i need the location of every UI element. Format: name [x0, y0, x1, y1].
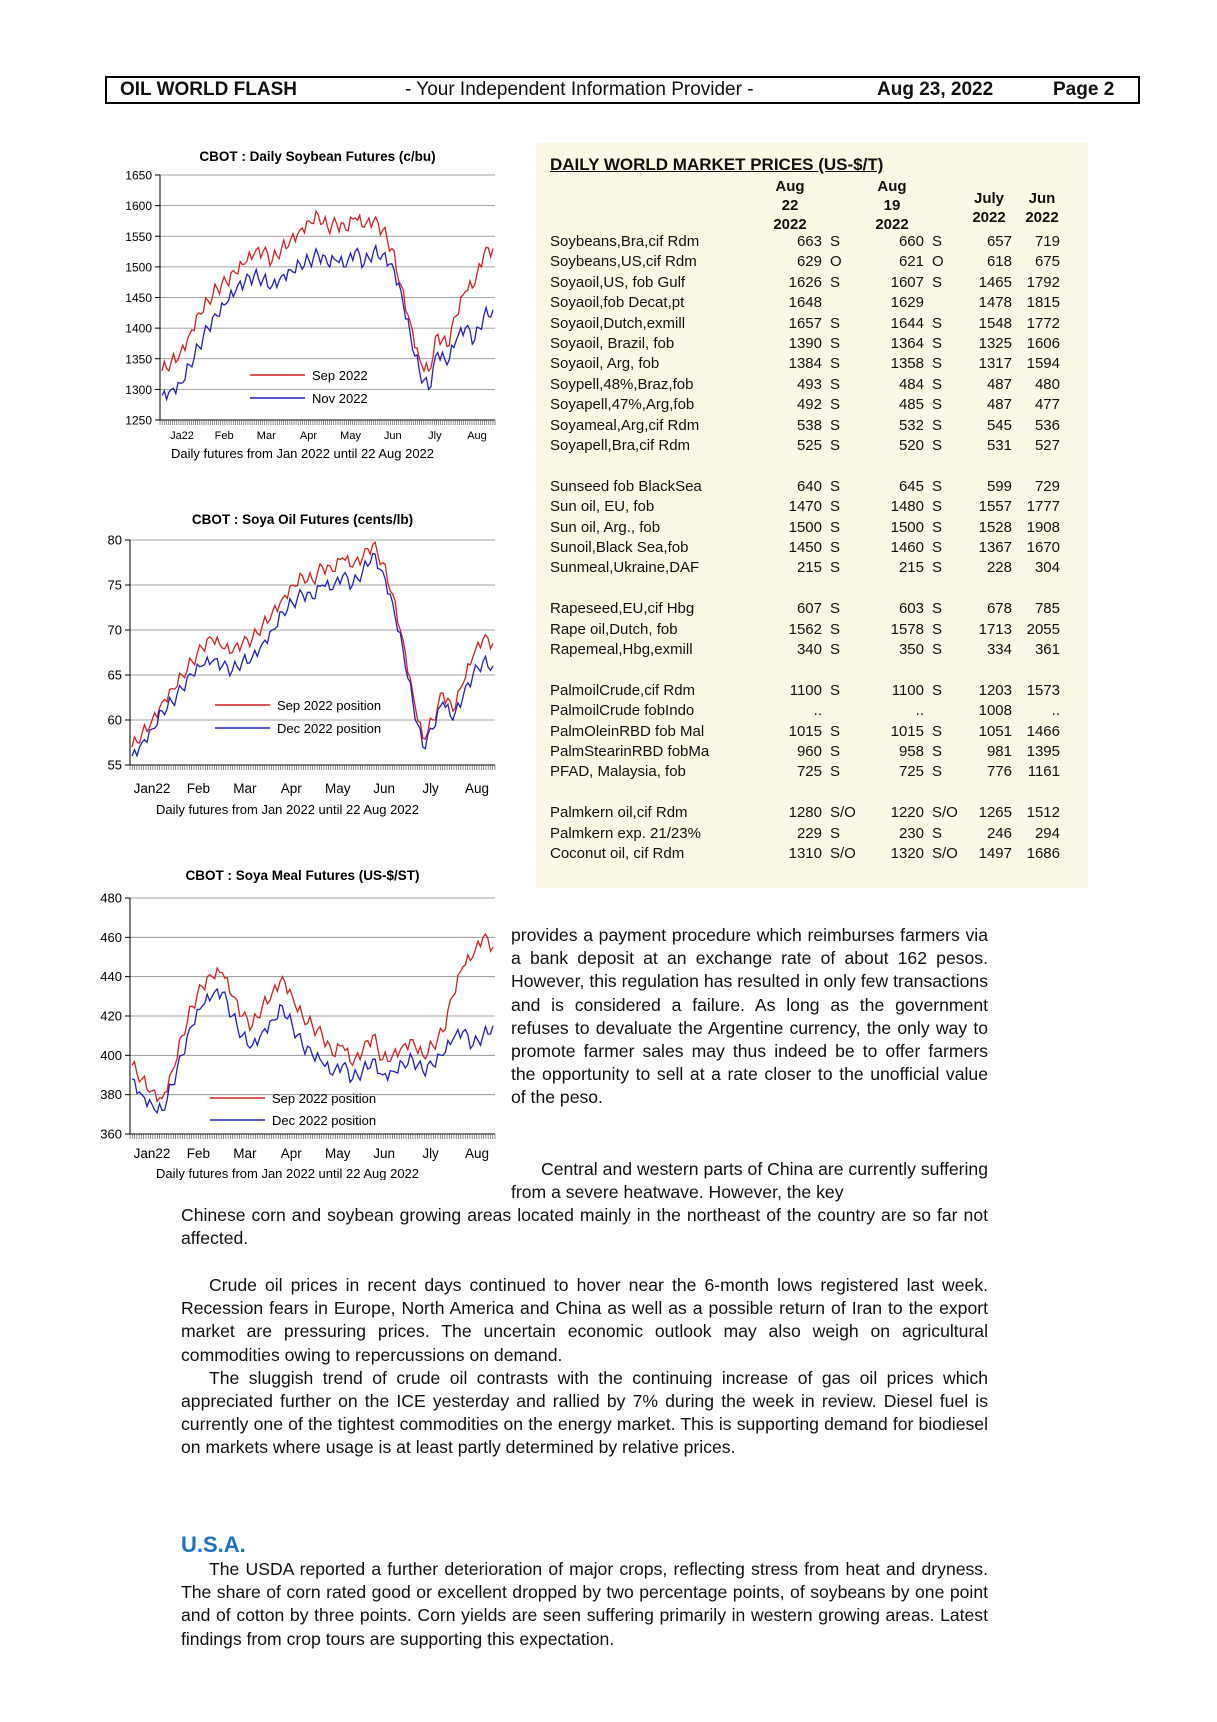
price-row-label: Soyapell,Bra,cif Rdm: [550, 437, 691, 454]
price-cell: 1500: [890, 518, 924, 536]
price-cell: 660: [898, 233, 924, 250]
price-cell: 603: [898, 600, 924, 618]
price-cell: 663: [796, 233, 822, 250]
x-tick-label: Feb: [214, 430, 234, 442]
price-cell: S: [830, 722, 841, 740]
y-tick-label: 1600: [125, 199, 152, 214]
price-cell: 1478: [978, 294, 1012, 312]
price-cell: 1015: [890, 722, 924, 740]
price-cell: 1500: [788, 518, 822, 536]
price-cell: 776: [986, 763, 1012, 781]
price-row-label: Rapeseed,EU,cif Hbg: [550, 600, 695, 618]
x-tick-label: Aug: [464, 1146, 490, 1161]
price-row-label: Rape oil,Dutch, fob: [550, 620, 678, 638]
price-cell: 487: [986, 396, 1012, 414]
y-tick-label: 460: [100, 929, 122, 945]
price-cell: 538: [796, 416, 822, 434]
price-cell: 618: [986, 253, 1012, 271]
price-cell: 1320: [890, 845, 924, 862]
price-cell: 480: [1034, 375, 1060, 393]
price-cell: S: [932, 722, 943, 740]
price-row: [550, 845, 1080, 865]
y-tick-label: 380: [100, 1087, 122, 1103]
price-cell: ..: [813, 702, 822, 720]
col-header-aug19: Aug 19 2022: [875, 178, 909, 233]
price-cell: 536: [1034, 416, 1060, 434]
price-cell: 1465: [978, 273, 1012, 291]
price-row-label: Sunseed fob BlackSea: [550, 477, 702, 495]
price-cell: 629: [796, 253, 822, 271]
y-tick-label: 400: [100, 1047, 122, 1063]
price-row: [550, 253, 1080, 273]
china-paragraph-start: Central and western parts of China are currently suffering from a severe heatwave. However, the key: [511, 1159, 988, 1203]
price-cell: S: [830, 600, 841, 618]
price-row: [550, 763, 1080, 783]
price-cell: 958: [898, 743, 924, 760]
price-cell: 1265: [978, 804, 1012, 822]
price-row: [550, 355, 1080, 375]
price-row: [550, 233, 1080, 253]
price-cell: 981: [986, 743, 1012, 760]
price-cell: 678: [986, 600, 1012, 618]
price-cell: S/O: [830, 804, 856, 822]
price-cell: 1657: [788, 314, 822, 332]
y-tick-label: 75: [107, 577, 122, 593]
price-cell: 719: [1034, 233, 1060, 250]
price-cell: 229: [796, 824, 822, 842]
price-cell: S/O: [932, 804, 958, 822]
price-row: [550, 376, 1080, 396]
legend-label: Sep 2022: [312, 368, 368, 383]
price-row: [550, 478, 1080, 498]
price-row: [550, 600, 1080, 620]
price-row-label: Coconut oil, cif Rdm: [550, 845, 685, 862]
price-cell: S: [830, 539, 841, 556]
price-cell: S: [830, 314, 841, 332]
y-tick-label: 80: [107, 532, 122, 548]
price-cell: 485: [898, 396, 924, 414]
price-row: [550, 539, 1080, 559]
price-row-label: Soyaoil, Arg, fob: [550, 355, 660, 373]
price-cell: 230: [898, 824, 924, 842]
price-cell: S: [830, 641, 841, 658]
price-cell: 492: [796, 396, 822, 414]
chart-title: CBOT : Soya Oil Futures (cents/lb): [191, 512, 414, 527]
price-cell: S: [830, 233, 841, 250]
price-cell: 1317: [978, 355, 1012, 373]
price-cell: 1648: [788, 294, 822, 312]
price-cell: S: [932, 743, 943, 760]
price-row-label: Soyaoil,fob Decat,pt: [550, 294, 685, 312]
price-cell: 1512: [1026, 804, 1060, 822]
price-cell: 729: [1034, 477, 1060, 495]
usa-paragraph: The USDA reported a further deterioration of major crops, reflecting stress from heat and dryness. The share of corn rated good or excellent dropped by two percentage points, of soybeans by one point and of cotton by three points. Corn yields are seen suffering primarily in western growing areas. Latest findings from crop tours are supporting this expectation.: [181, 1559, 988, 1649]
price-cell: 2055: [1026, 620, 1060, 638]
price-row: [550, 825, 1080, 845]
x-tick-label: Feb: [186, 1146, 211, 1161]
y-tick-label: 65: [107, 667, 122, 683]
y-tick-label: 1550: [125, 229, 152, 244]
price-cell: S: [932, 314, 943, 332]
x-tick-label: Jly: [422, 1146, 439, 1161]
x-axis-label: Daily futures from Jan 2022 until 22 Aug 2022: [155, 802, 420, 817]
price-cell: 1908: [1026, 518, 1060, 536]
price-row-label: Sunmeal,Ukraine,DAF: [550, 559, 700, 577]
price-cell: 1777: [1026, 498, 1060, 516]
price-cell: S: [830, 743, 841, 760]
price-cell: S: [830, 559, 841, 577]
price-cell: 246: [986, 824, 1012, 842]
price-cell: 1203: [978, 681, 1012, 699]
y-tick-label: 1400: [125, 321, 152, 336]
legend-label: Sep 2022 position: [272, 1091, 377, 1106]
price-cell: ..: [915, 702, 924, 720]
series-line-red: [132, 934, 493, 1101]
price-cell: 228: [986, 559, 1012, 577]
price-cell: S: [932, 620, 943, 638]
price-cell: 1594: [1026, 355, 1060, 373]
x-axis-label: Daily futures from Jan 2022 until 22 Aug 2022: [170, 446, 435, 461]
price-cell: S: [932, 600, 943, 618]
price-cell: 1713: [978, 620, 1012, 638]
x-tick-label: May: [324, 1146, 351, 1161]
chart-title: CBOT : Daily Soybean Futures (c/bu): [199, 149, 436, 164]
price-row: [550, 335, 1080, 355]
y-tick-label: 440: [100, 969, 122, 985]
price-cell: O: [830, 253, 842, 271]
price-row: [550, 621, 1080, 641]
x-tick-label: Jly: [422, 781, 439, 796]
price-cell: S: [830, 498, 841, 516]
price-row-label: PalmOleinRBD fob Mal: [550, 722, 705, 740]
price-cell: S: [932, 437, 943, 454]
price-row: [550, 437, 1080, 457]
price-cell: S: [932, 498, 943, 516]
price-cell: S: [932, 641, 943, 658]
price-cell: S: [932, 396, 943, 414]
price-cell: 1644: [890, 314, 924, 332]
price-row: [550, 396, 1080, 416]
price-cell: S: [830, 396, 841, 414]
price-row-label: Soyaoil, Brazil, fob: [550, 335, 675, 352]
price-row: [550, 682, 1080, 702]
price-cell: 725: [796, 763, 822, 781]
price-cell: 785: [1034, 600, 1060, 618]
y-tick-label: 360: [100, 1126, 122, 1142]
price-row-label: PalmoilCrude,cif Rdm: [550, 681, 696, 699]
price-cell: 525: [796, 437, 822, 454]
price-row-label: Soyameal,Arg,cif Rdm: [550, 416, 700, 434]
col-header-jun: Jun 2022: [1025, 190, 1059, 226]
price-row: [550, 498, 1080, 518]
price-cell: 1161: [1027, 763, 1060, 781]
price-cell: S: [830, 335, 841, 352]
price-cell: 1607: [890, 273, 924, 291]
price-cell: 361: [1034, 641, 1060, 658]
price-row-label: Soybeans,US,cif Rdm: [550, 253, 697, 271]
y-tick-label: 1450: [125, 291, 152, 305]
price-cell: S: [932, 355, 943, 373]
price-cell: 1528: [978, 518, 1012, 536]
price-cell: 1629: [890, 294, 924, 312]
price-cell: S: [830, 620, 841, 638]
price-cell: 1670: [1026, 539, 1060, 556]
x-tick-label: Mar: [233, 1146, 257, 1161]
price-row-label: Sun oil, Arg., fob: [550, 518, 661, 536]
price-cell: S: [932, 559, 943, 577]
legend-label: Sep 2022 position: [277, 698, 382, 713]
price-cell: S: [932, 518, 943, 536]
price-cell: 1220: [890, 804, 924, 822]
price-row-label: Soyapell,47%,Arg,fob: [550, 396, 695, 414]
price-cell: 1100: [891, 681, 924, 699]
price-cell: S: [932, 824, 943, 842]
price-row: [550, 804, 1080, 824]
price-cell: 340: [796, 641, 822, 658]
price-row-label: Soyaoil,Dutch,exmill: [550, 314, 686, 332]
x-tick-label: Jan22: [133, 1146, 171, 1161]
price-cell: S: [932, 477, 943, 495]
x-tick-label: Jun: [373, 1146, 396, 1161]
price-cell: 1578: [890, 620, 924, 638]
x-tick-label: Ja22: [170, 430, 194, 442]
x-tick-label: Apr: [280, 1146, 302, 1161]
price-cell: 607: [796, 600, 822, 618]
col-header-july: July 2022: [972, 190, 1006, 226]
price-row: [550, 559, 1080, 579]
x-tick-label: Mar: [233, 781, 257, 796]
price-cell: 1562: [788, 620, 822, 638]
price-cell: 1008: [978, 702, 1012, 720]
price-row: [550, 274, 1080, 294]
price-cell: S: [932, 416, 943, 434]
price-cell: 1815: [1026, 294, 1060, 312]
x-tick-label: Apr: [280, 781, 302, 796]
price-cell: S: [830, 824, 841, 842]
price-cell: 1325: [978, 335, 1012, 352]
x-tick-label: Jly: [428, 430, 442, 442]
soymeal-futures-chart: [100, 860, 510, 1180]
price-cell: S: [830, 518, 841, 536]
price-cell: 1100: [789, 681, 822, 699]
price-cell: 725: [898, 763, 924, 781]
x-tick-label: May: [340, 430, 361, 442]
price-cell: 527: [1034, 437, 1060, 454]
price-cell: 1367: [978, 539, 1012, 556]
price-cell: S: [830, 763, 841, 781]
y-tick-label: 1650: [125, 168, 152, 183]
publication-title: OIL WORLD FLASH: [120, 79, 297, 100]
price-cell: S: [830, 375, 841, 393]
price-row: [550, 417, 1080, 437]
price-row: [550, 315, 1080, 335]
header-page-number: Page 2: [1053, 79, 1115, 100]
price-cell: 645: [898, 477, 924, 495]
soybean-futures-chart: [100, 140, 510, 470]
price-row-label: PFAD, Malaysia, fob: [550, 763, 686, 781]
price-cell: 657: [986, 233, 1012, 250]
x-tick-label: Aug: [464, 781, 490, 796]
price-row: [550, 294, 1080, 314]
price-cell: 1310: [788, 845, 822, 862]
price-cell: 1460: [890, 539, 924, 556]
x-tick-label: Jan22: [133, 781, 171, 796]
price-cell: 1772: [1026, 314, 1060, 332]
price-cell: S: [830, 437, 841, 454]
price-cell: 531: [986, 437, 1012, 454]
price-cell: 1364: [890, 335, 924, 352]
price-cell: 487: [986, 375, 1012, 393]
price-cell: 520: [898, 437, 924, 454]
price-row-label: Soypell,48%,Braz,fob: [550, 375, 694, 393]
price-cell: O: [932, 253, 944, 271]
price-cell: 484: [898, 375, 924, 393]
price-row: [550, 519, 1080, 539]
legend-label: Dec 2022 position: [272, 1113, 377, 1128]
price-cell: 477: [1034, 396, 1060, 414]
price-cell: 350: [898, 641, 924, 658]
price-cell: S: [932, 681, 943, 699]
y-tick-label: 1350: [125, 352, 152, 367]
price-cell: S/O: [830, 845, 856, 862]
price-cell: 545: [986, 416, 1012, 434]
y-tick-label: 60: [107, 712, 122, 728]
price-cell: 1686: [1026, 845, 1060, 862]
price-cell: 493: [796, 375, 822, 393]
price-cell: 1470: [788, 498, 822, 516]
price-row-label: Soybeans,Bra,cif Rdm: [550, 233, 700, 250]
price-cell: 1280: [788, 804, 822, 822]
x-tick-label: Jun: [383, 430, 402, 442]
price-cell: 304: [1034, 559, 1060, 577]
price-row: [550, 743, 1080, 763]
price-cell: 1358: [890, 355, 924, 373]
price-cell: S: [932, 335, 943, 352]
x-tick-label: May: [324, 781, 351, 796]
price-cell: 1480: [890, 498, 924, 516]
price-cell: 1450: [788, 539, 822, 556]
price-row-label: Rapemeal,Hbg,exmill: [550, 641, 693, 658]
price-cell: 1051: [978, 722, 1012, 740]
y-tick-label: 70: [107, 622, 122, 638]
price-cell: 215: [796, 559, 822, 577]
price-cell: 621: [898, 253, 924, 271]
price-cell: S: [932, 763, 943, 781]
price-cell: 1557: [978, 498, 1012, 516]
prices-title: DAILY WORLD MARKET PRICES (US-$/T): [550, 155, 884, 174]
legend-label: Nov 2022: [312, 391, 368, 406]
soyoil-futures-chart: [100, 500, 510, 820]
price-cell: S/O: [932, 845, 958, 862]
chart-title: CBOT : Soya Meal Futures (US-$/ST): [185, 868, 420, 883]
price-row-label: Palmkern oil,cif Rdm: [550, 804, 688, 822]
price-cell: S: [932, 375, 943, 393]
y-tick-label: 1250: [125, 413, 152, 428]
price-cell: 1497: [978, 845, 1012, 862]
price-cell: 1606: [1026, 335, 1060, 352]
price-cell: 1015: [788, 722, 822, 740]
price-cell: S: [932, 233, 943, 250]
x-axis-label: Daily futures from Jan 2022 until 22 Aug 2022: [155, 1166, 420, 1180]
x-tick-label: Aug: [467, 430, 487, 442]
y-tick-label: 1300: [125, 382, 152, 397]
price-cell: 1384: [788, 355, 822, 373]
price-cell: 1390: [788, 335, 822, 352]
argentina-paragraph: provides a payment procedure which reimburses farmers via a bank deposit at an exchange rate of about 162 pesos. However, this regulation has resulted in only few transactions and is considered a failure. As long as the government refuses to devaluate the Argentine currency, the only way to promote farmer sales may thus indeed be to offer farmers the opportunity to sell at a rate closer to the unofficial value of the peso.: [511, 925, 988, 1108]
series-line-red: [132, 542, 493, 747]
price-cell: ..: [1051, 702, 1060, 720]
price-cell: 532: [898, 416, 924, 434]
usa-heading: U.S.A.: [181, 1532, 246, 1557]
price-cell: S: [830, 416, 841, 434]
price-row-label: Palmkern exp. 21/23%: [550, 824, 701, 842]
crude-oil-paragraph: Crude oil prices in recent days continued to hover near the 6-month lows registered last week. Recession fears in Europe, North America and China as well as a possible return of Iran to the export market are pressuring prices. The uncertain economic outlook may also weigh on agricultural commodities owing to repercussions on demand. The sluggish trend of crude oil contrasts with the continuing increase of gas oil prices which appreciated further on the ICE yesterday and rallied by 7% during the week in review. Diesel fuel is currently one of the tightest commodities on the energy market. This is supporting demand for biodiesel on markets where usage is at least partly determined by relative prices.: [181, 1275, 988, 1458]
price-cell: 294: [1034, 824, 1060, 842]
page-header: [105, 76, 1140, 104]
legend-label: Dec 2022 position: [277, 721, 382, 736]
price-cell: 675: [1034, 253, 1060, 271]
price-cell: S: [932, 539, 943, 556]
price-cell: S: [932, 273, 943, 291]
price-cell: S: [830, 273, 841, 291]
header-tagline: - Your Independent Information Provider -: [405, 79, 754, 100]
header-date: Aug 23, 2022: [877, 79, 994, 100]
price-row-label: Sunoil,Black Sea,fob: [550, 539, 689, 556]
price-row: [550, 641, 1080, 661]
price-row: [550, 702, 1080, 722]
y-tick-label: 420: [100, 1008, 122, 1024]
price-cell: 334: [986, 641, 1012, 658]
price-cell: 215: [898, 559, 924, 577]
x-tick-label: Jun: [373, 781, 396, 796]
price-cell: S: [830, 477, 841, 495]
y-tick-label: 1500: [125, 260, 152, 275]
price-row: [550, 723, 1080, 743]
y-tick-label: 55: [107, 757, 122, 773]
price-cell: 1573: [1026, 681, 1060, 699]
price-cell: 640: [796, 477, 822, 495]
price-row-label: PalmStearinRBD fobMa: [550, 743, 710, 760]
series-line-red: [162, 211, 493, 371]
x-tick-label: Feb: [186, 781, 211, 796]
price-row-label: PalmoilCrude fobIndo: [550, 702, 695, 720]
x-tick-label: Mar: [256, 430, 276, 442]
price-cell: 1548: [978, 314, 1012, 332]
y-tick-label: 480: [100, 890, 122, 906]
price-cell: 1395: [1026, 743, 1060, 760]
daily-world-market-prices: [536, 143, 1088, 888]
price-cell: S: [830, 681, 841, 699]
price-row-label: Soyaoil,US, fob Gulf: [550, 273, 686, 291]
price-row-label: Sun oil, EU, fob: [550, 498, 655, 516]
x-tick-label: Apr: [299, 430, 317, 442]
price-cell: 1792: [1026, 273, 1060, 291]
price-cell: 1626: [788, 273, 822, 291]
price-cell: 599: [986, 477, 1012, 495]
price-cell: S: [830, 355, 841, 373]
china-paragraph-end: Chinese corn and soybean growing areas located mainly in the northeast of the country are so far not affected.: [181, 1205, 988, 1249]
col-header-aug22: Aug 22 2022: [773, 178, 807, 233]
price-cell: 1466: [1026, 722, 1060, 740]
price-cell: 960: [796, 743, 822, 760]
